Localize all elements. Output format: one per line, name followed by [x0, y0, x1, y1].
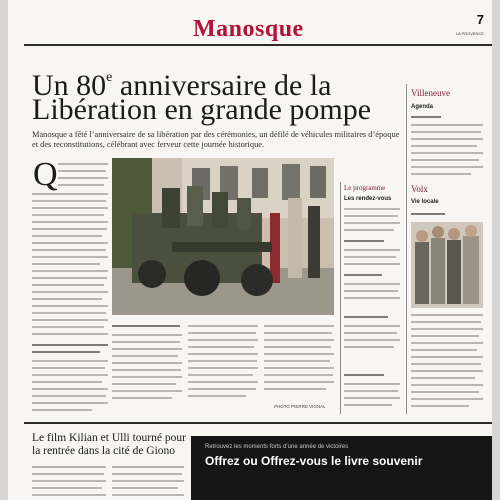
text-line — [112, 487, 178, 489]
text-line — [411, 384, 483, 386]
text-line — [32, 249, 106, 251]
text-line — [32, 291, 108, 293]
text-line — [32, 256, 108, 258]
subhead-line — [344, 240, 384, 242]
text-line — [32, 277, 107, 279]
text-line — [344, 297, 400, 299]
text-line — [32, 305, 108, 307]
text-line — [188, 360, 257, 362]
text-line — [32, 270, 108, 272]
text-line — [264, 381, 334, 383]
text-line — [32, 409, 92, 411]
text-line — [264, 325, 334, 327]
ad-headline: Offrez ou Offrez-vous le livre souvenir — [205, 454, 423, 468]
text-line — [32, 193, 108, 195]
text-line — [344, 332, 397, 334]
text-line — [32, 221, 108, 223]
text-line — [411, 370, 483, 372]
text-line — [188, 388, 256, 390]
page-number: 7 — [476, 12, 484, 27]
text-line — [58, 177, 108, 179]
text-line — [32, 200, 106, 202]
bottom-headline-line-2: la rentrée dans la cité de Giono — [32, 445, 176, 457]
sidebar-subheading: Agenda — [411, 104, 434, 110]
text-line — [344, 339, 400, 341]
text-line — [112, 480, 184, 482]
jeep-parade-image — [112, 158, 334, 315]
text-line — [344, 263, 400, 265]
text-line — [32, 298, 102, 300]
text-line — [344, 290, 398, 292]
subhead-line — [411, 213, 445, 215]
photo-credit: PHOTO PIERRE VIGNAL — [274, 404, 326, 409]
text-line — [344, 346, 394, 348]
sidebar-heading: Villeneuve — [411, 88, 450, 98]
text-line — [32, 374, 108, 376]
text-line — [411, 405, 469, 407]
text-line — [32, 402, 108, 404]
section-title: Manosque — [193, 16, 304, 42]
text-line — [344, 229, 394, 231]
sidebar-subheading: Les rendez-vous — [344, 196, 392, 202]
ad-tagline: Retrouvez les moments forts d’une année de victoires — [205, 444, 349, 450]
text-line — [264, 388, 326, 390]
text-line — [264, 332, 332, 334]
text-line — [58, 170, 106, 172]
subhead-line — [344, 274, 382, 276]
text-line — [188, 395, 246, 397]
text-line — [112, 355, 178, 357]
text-line — [344, 208, 400, 210]
text-line — [344, 249, 400, 251]
text-line — [411, 131, 481, 133]
text-line — [344, 383, 400, 385]
text-line — [32, 388, 108, 390]
sidebar-heading: Le programme — [344, 184, 386, 192]
header-rule — [24, 44, 492, 46]
bottom-rule — [24, 422, 492, 424]
group-photo-image — [411, 222, 483, 308]
text-line — [411, 173, 471, 175]
advertisement-banner[interactable] — [191, 436, 492, 500]
text-line — [411, 152, 483, 154]
subhead-line — [112, 325, 180, 327]
text-line — [32, 214, 104, 216]
text-line — [32, 367, 105, 369]
text-line — [32, 466, 106, 468]
text-line — [411, 335, 479, 337]
text-line — [112, 334, 182, 336]
text-line — [344, 325, 400, 327]
text-line — [32, 312, 106, 314]
text-line — [188, 332, 256, 334]
text-line — [411, 314, 483, 316]
text-line — [411, 138, 483, 140]
subhead-line — [32, 344, 108, 346]
text-line — [411, 145, 477, 147]
text-line — [344, 404, 392, 406]
text-line — [188, 374, 253, 376]
text-line — [32, 326, 104, 328]
text-line — [32, 235, 102, 237]
sidebar-heading: Volx — [411, 184, 428, 194]
text-line — [112, 376, 182, 378]
text-line — [411, 342, 483, 344]
text-line — [188, 381, 258, 383]
text-line — [344, 256, 396, 258]
text-line — [32, 207, 108, 209]
text-line — [112, 348, 182, 350]
bottom-headline-line-1: Le film Kilian et Ulli tourné pour — [32, 432, 186, 444]
text-line — [32, 494, 106, 496]
text-line — [32, 284, 104, 286]
text-line — [411, 363, 481, 365]
text-line — [188, 367, 258, 369]
text-line — [411, 377, 475, 379]
text-line — [32, 395, 106, 397]
text-line — [112, 341, 180, 343]
text-line — [411, 349, 477, 351]
text-line — [32, 228, 107, 230]
text-line — [411, 321, 481, 323]
text-line — [32, 319, 108, 321]
text-line — [188, 325, 258, 327]
text-line — [344, 397, 400, 399]
column-divider — [406, 84, 407, 414]
text-line — [32, 333, 108, 335]
brand-label: LA PROVENCE — [455, 31, 484, 36]
article-photo — [112, 158, 334, 315]
text-line — [411, 166, 483, 168]
text-line — [32, 487, 102, 489]
text-line — [112, 466, 184, 468]
text-line — [188, 353, 258, 355]
text-line — [411, 356, 483, 358]
text-line — [112, 383, 176, 385]
text-line — [188, 346, 254, 348]
text-line — [264, 360, 330, 362]
sidebar-photo — [411, 222, 483, 308]
text-line — [112, 473, 182, 475]
text-line — [411, 398, 483, 400]
text-line — [411, 124, 483, 126]
text-line — [344, 390, 398, 392]
text-line — [112, 494, 184, 496]
text-line — [411, 328, 483, 330]
article-lede: Manosque a fêté l’anniversaire de sa libération par des cérémonies, un défilé de véhicules militaires d’époque et des reconstitutions, célébrant avec ferveur cette journée historique. — [32, 130, 400, 149]
text-line — [58, 163, 108, 165]
text-line — [344, 283, 400, 285]
text-line — [188, 339, 258, 341]
newspaper-page — [8, 0, 492, 500]
subhead-line — [344, 316, 388, 318]
subhead-line — [344, 374, 384, 376]
text-line — [264, 367, 334, 369]
text-line — [344, 222, 400, 224]
text-line — [264, 374, 333, 376]
sidebar-subheading: Vie locale — [411, 199, 439, 205]
text-line — [411, 391, 479, 393]
text-line — [112, 390, 182, 392]
text-line — [32, 480, 106, 482]
column-divider — [340, 182, 341, 414]
text-line — [344, 215, 398, 217]
headline-line-2: Libération en grande pompe — [32, 93, 372, 126]
text-line — [32, 473, 104, 475]
subhead-line — [32, 351, 100, 353]
text-line — [32, 360, 108, 362]
drop-cap: Q — [33, 156, 58, 193]
text-line — [58, 184, 104, 186]
text-line — [112, 362, 182, 364]
headline-line-1: Un 80e anniversaire de la — [32, 69, 332, 102]
subhead-line — [411, 116, 441, 118]
text-line — [264, 346, 331, 348]
text-line — [411, 159, 479, 161]
text-line — [32, 242, 108, 244]
text-line — [264, 353, 334, 355]
text-line — [112, 397, 172, 399]
text-line — [112, 369, 181, 371]
text-line — [32, 263, 100, 265]
text-line — [264, 339, 334, 341]
text-line — [32, 381, 102, 383]
